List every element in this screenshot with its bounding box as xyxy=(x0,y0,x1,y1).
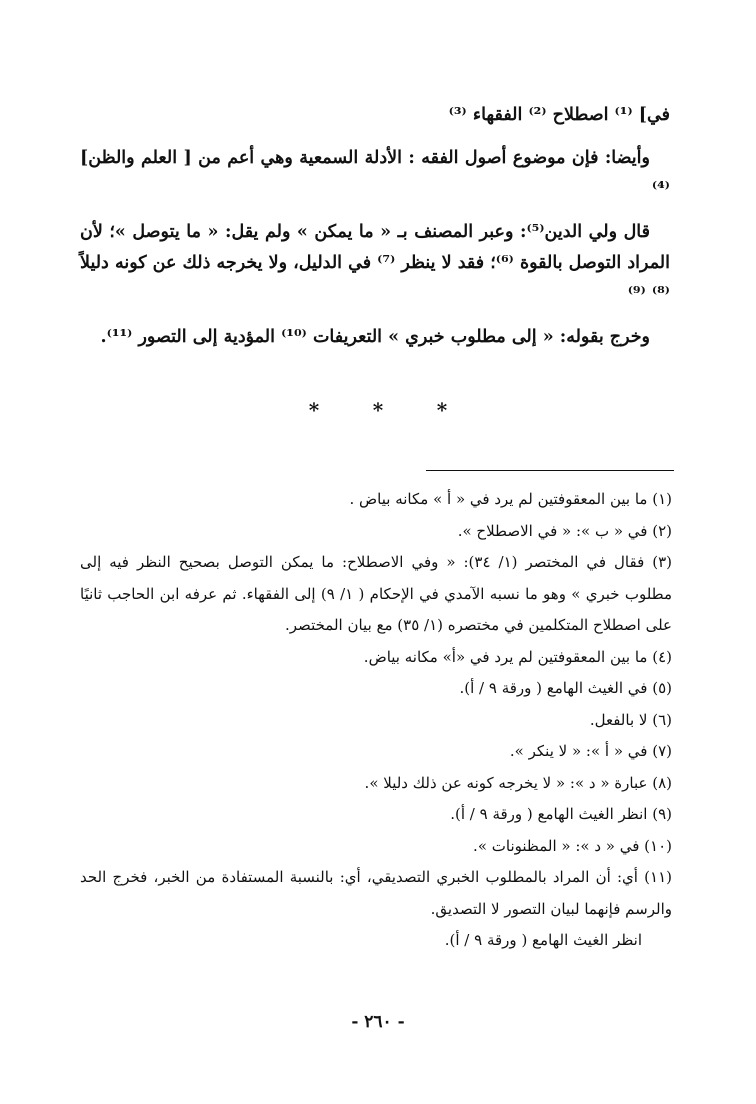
section-separator xyxy=(0,398,756,422)
paragraph-2: وأيضا: فإن موضوع أصول الفقه : الأدلة السمعية وهي أعم من [ العلم والظن] ⁽⁴⁾ xyxy=(80,148,670,199)
main-text xyxy=(80,100,670,365)
paragraph-4: وخرج بقوله: « إلى مطلوب خبري » التعريفات ⁽¹⁰⁾ المؤدية إلى التصور ⁽¹¹⁾. xyxy=(100,327,650,347)
footnote-3: (٣) فقال في المختصر (١/ ٣٤): « وفي الاصطلاح: ما يمكن التوصل بصحيح النظر فيه إلى مطلوب خبري » وهو ما نسبه الآمدي في الإحكام ( ١/ ٩) إلى الفقهاء. ثم عرفه ابن الحاجب ثانيًا على اصطلاح المتكلمين في مختصره (١/ ٣٥) مع بيان المختصر. xyxy=(80,553,673,634)
footnote-11: (١١) أي: أن المراد بالمطلوب الخبري التصديقي، أي: بالنسبة المستفادة من الخبر، فخرج الحد والرسم فإنهما لبيان التصور لا التصديق. xyxy=(80,868,672,918)
separator-star: * xyxy=(308,398,320,422)
footnote-8: (٨) عبارة « د »: « لا يخرجه كونه عن ذلك دليلا ». xyxy=(364,773,672,792)
page-number: - ٢٦٠ - xyxy=(351,1012,405,1032)
footnote-1: (١) ما بين المعقوفتين لم يرد في « أ » مكانه بياض . xyxy=(349,490,672,508)
footnote-10: (١٠) في « د »: « المظنونات ». xyxy=(473,836,672,855)
footnote-9: (٩) انظر الغيث الهامع ( ورقة ٩ / أ). xyxy=(450,805,672,823)
footnote-2: (٢) في « ب »: « في الاصطلاح ». xyxy=(457,521,672,540)
footnote-5: (٥) في الغيث الهامع ( ورقة ٩ / أ). xyxy=(459,679,672,697)
separator-star: * xyxy=(436,398,448,422)
footnote-4: (٤) ما بين المعقوفتين لم يرد في «أ» مكانه بياض. xyxy=(363,647,672,666)
footnote-7: (٧) في « أ »: « لا ينكر ». xyxy=(509,742,672,760)
footnote-6: (٦) لا بالفعل. xyxy=(589,710,672,729)
paragraph-3: قال ولي الدين⁽⁵⁾: وعبر المصنف بـ « ما يمكن » ولم يقل: « ما يتوصل »؛ لأن المراد التوصل بالقوة ⁽⁶⁾؛ فقد لا ينظر ⁽⁷⁾ في الدليل، ولا يخرجه ذلك عن كونه دليلاً ⁽⁸⁾ ⁽⁹⁾ xyxy=(80,222,670,304)
footnote-rule xyxy=(426,470,674,471)
footnote-11-continued: انظر الغيث الهامع ( ورقة ٩ / أ). xyxy=(444,931,642,949)
paragraph-1: في] ⁽¹⁾ اصطلاح ⁽²⁾ الفقهاء ⁽³⁾ xyxy=(448,105,670,125)
footnotes xyxy=(80,484,672,957)
separator-star: * xyxy=(372,398,384,422)
